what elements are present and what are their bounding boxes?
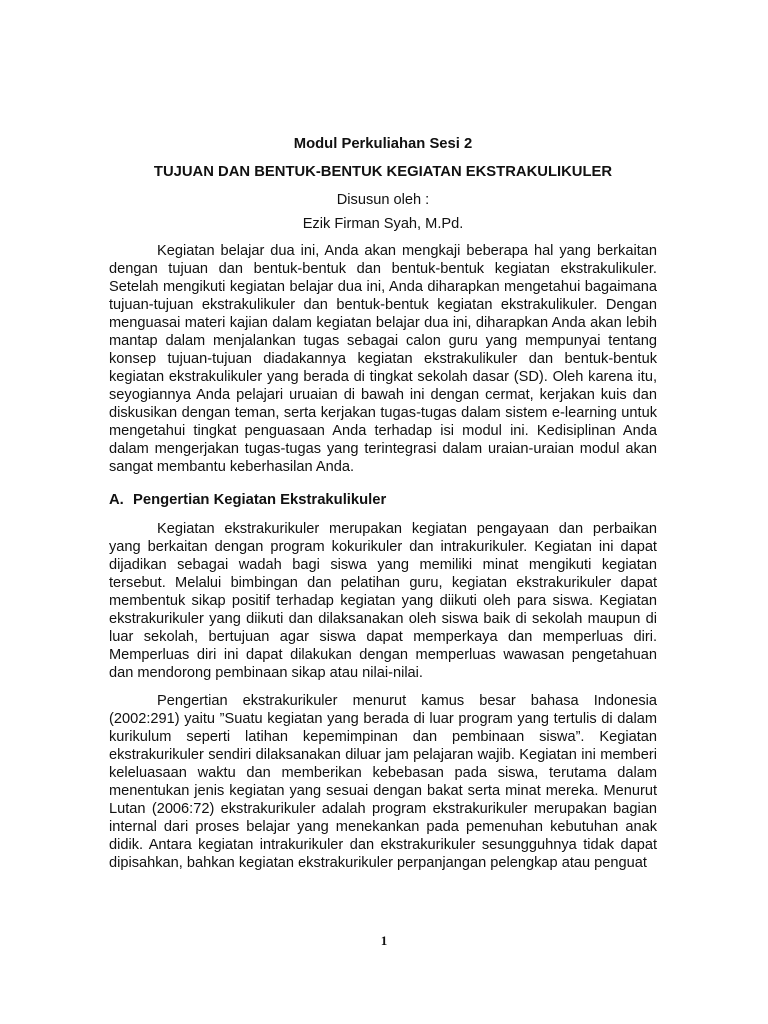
section-a-letter: A. bbox=[109, 492, 124, 508]
section-a-paragraph-2: Pengertian ekstrakurikuler menurut kamus besar bahasa Indonesia (2002:291) yaitu ”Suatu kegiatan yang berada di luar program yang tertulis di dalam kurikulum seperti latihan kepemimpinan dan pembinaan siswa”. Kegiatan ekstrakurikuler sendiri dilaksanakan diluar jam pelajaran wajib. Kegiatan ini memberi keleluasaan waktu dan memberikan kebebasan pada siswa, terutama dalam menentukan jenis kegiatan yang sesuai dengan bakat serta minat mereka. Menurut Lutan (2006:72) ekstrakurikuler adalah program ekstrakurikuler merupakan bagian internal dari proses belajar yang menekankan pada pemenuhan kebutuhan anak didik. Antara kegiatan intrakurikuler dan ekstrakurikuler sesungguhnya tidak dapat dipisahkan, bahkan kegiatan ekstrakurikuler perpanjangan pelengkap atau penguat bbox=[109, 693, 657, 871]
document-title: TUJUAN DAN BENTUK-BENTUK KEGIATAN EKSTRAKULIKULER bbox=[153, 164, 613, 180]
section-a-paragraph-1: Kegiatan ekstrakurikuler merupakan kegiatan pengayaan dan perbaikan yang berkaitan dengan program kokurikuler dan intrakurikuler. Kegiatan ini dapat dijadikan sebagai wadah bagi siswa yang memiliki minat mengikuti kegiatan tersebut. Melalui bimbingan dan pelatihan guru, kegiatan ekstrakurikuler dapat membentuk sikap positif terhadap kegiatan yang diikuti oleh para siswa. Kegiatan ekstrakurikuler yang diikuti dan dilaksanakan oleh siswa baik di sekolah maupun di luar sekolah, bertujuan agar siswa dapat memperkaya dan memperluas diri. Memperluas diri ini dapat dilakukan dengan memperluas wawasan pengetahuan dan mendorong pembinaan sikap atau nilai-nilai. bbox=[109, 521, 657, 681]
section-a-title: Pengertian Kegiatan Ekstrakulikuler bbox=[133, 492, 387, 508]
page-number: 1 bbox=[380, 933, 388, 948]
byline-label: Disusun oleh : bbox=[336, 192, 430, 208]
intro-paragraph: Kegiatan belajar dua ini, Anda akan mengkaji beberapa hal yang berkaitan dengan tujuan dan bentuk-bentuk dan bentuk-bentuk kegiatan ekstrakulikuler. Setelah mengikuti kegiatan belajar dua ini, Anda diharapkan mengetahui bagaimana tujuan-tujuan ekstrakulikuler dan bentuk-bentuk kegiatan ekstrakulikuler. Dengan menguasai materi kajian dalam kegiatan belajar dua ini, diharapkan Anda akan lebih mantap dalam menjalankan tugas sebagai calon guru yang mempunyai tentang konsep tujuan-tujuan diadakannya kegiatan ekstrakulikuler dan bentuk-bentuk kegiatan ekstrakulikuler yang berada di tingkat sekolah dasar (SD). Oleh karena itu, seyogiannya Anda pelajari uruaian di bawah ini dengan cermat, kerjakan kuis dan diskusikan dengan teman, serta kerjakan tugas-tugas dalam sistem e-learning untuk mengetahui tingkat penguasaan Anda terhadap isi modul ini. Kedisiplinan Anda dalam mengerjakan tugas-tugas yang terintegrasi dalam uraian-uraian modul akan sangat membantu keberhasilan Anda. bbox=[109, 243, 657, 475]
module-title: Modul Perkuliahan Sesi 2 bbox=[293, 136, 473, 152]
page-content bbox=[109, 132, 657, 872]
author-name: Ezik Firman Syah, M.Pd. bbox=[302, 216, 464, 232]
section-a-heading bbox=[109, 488, 657, 512]
